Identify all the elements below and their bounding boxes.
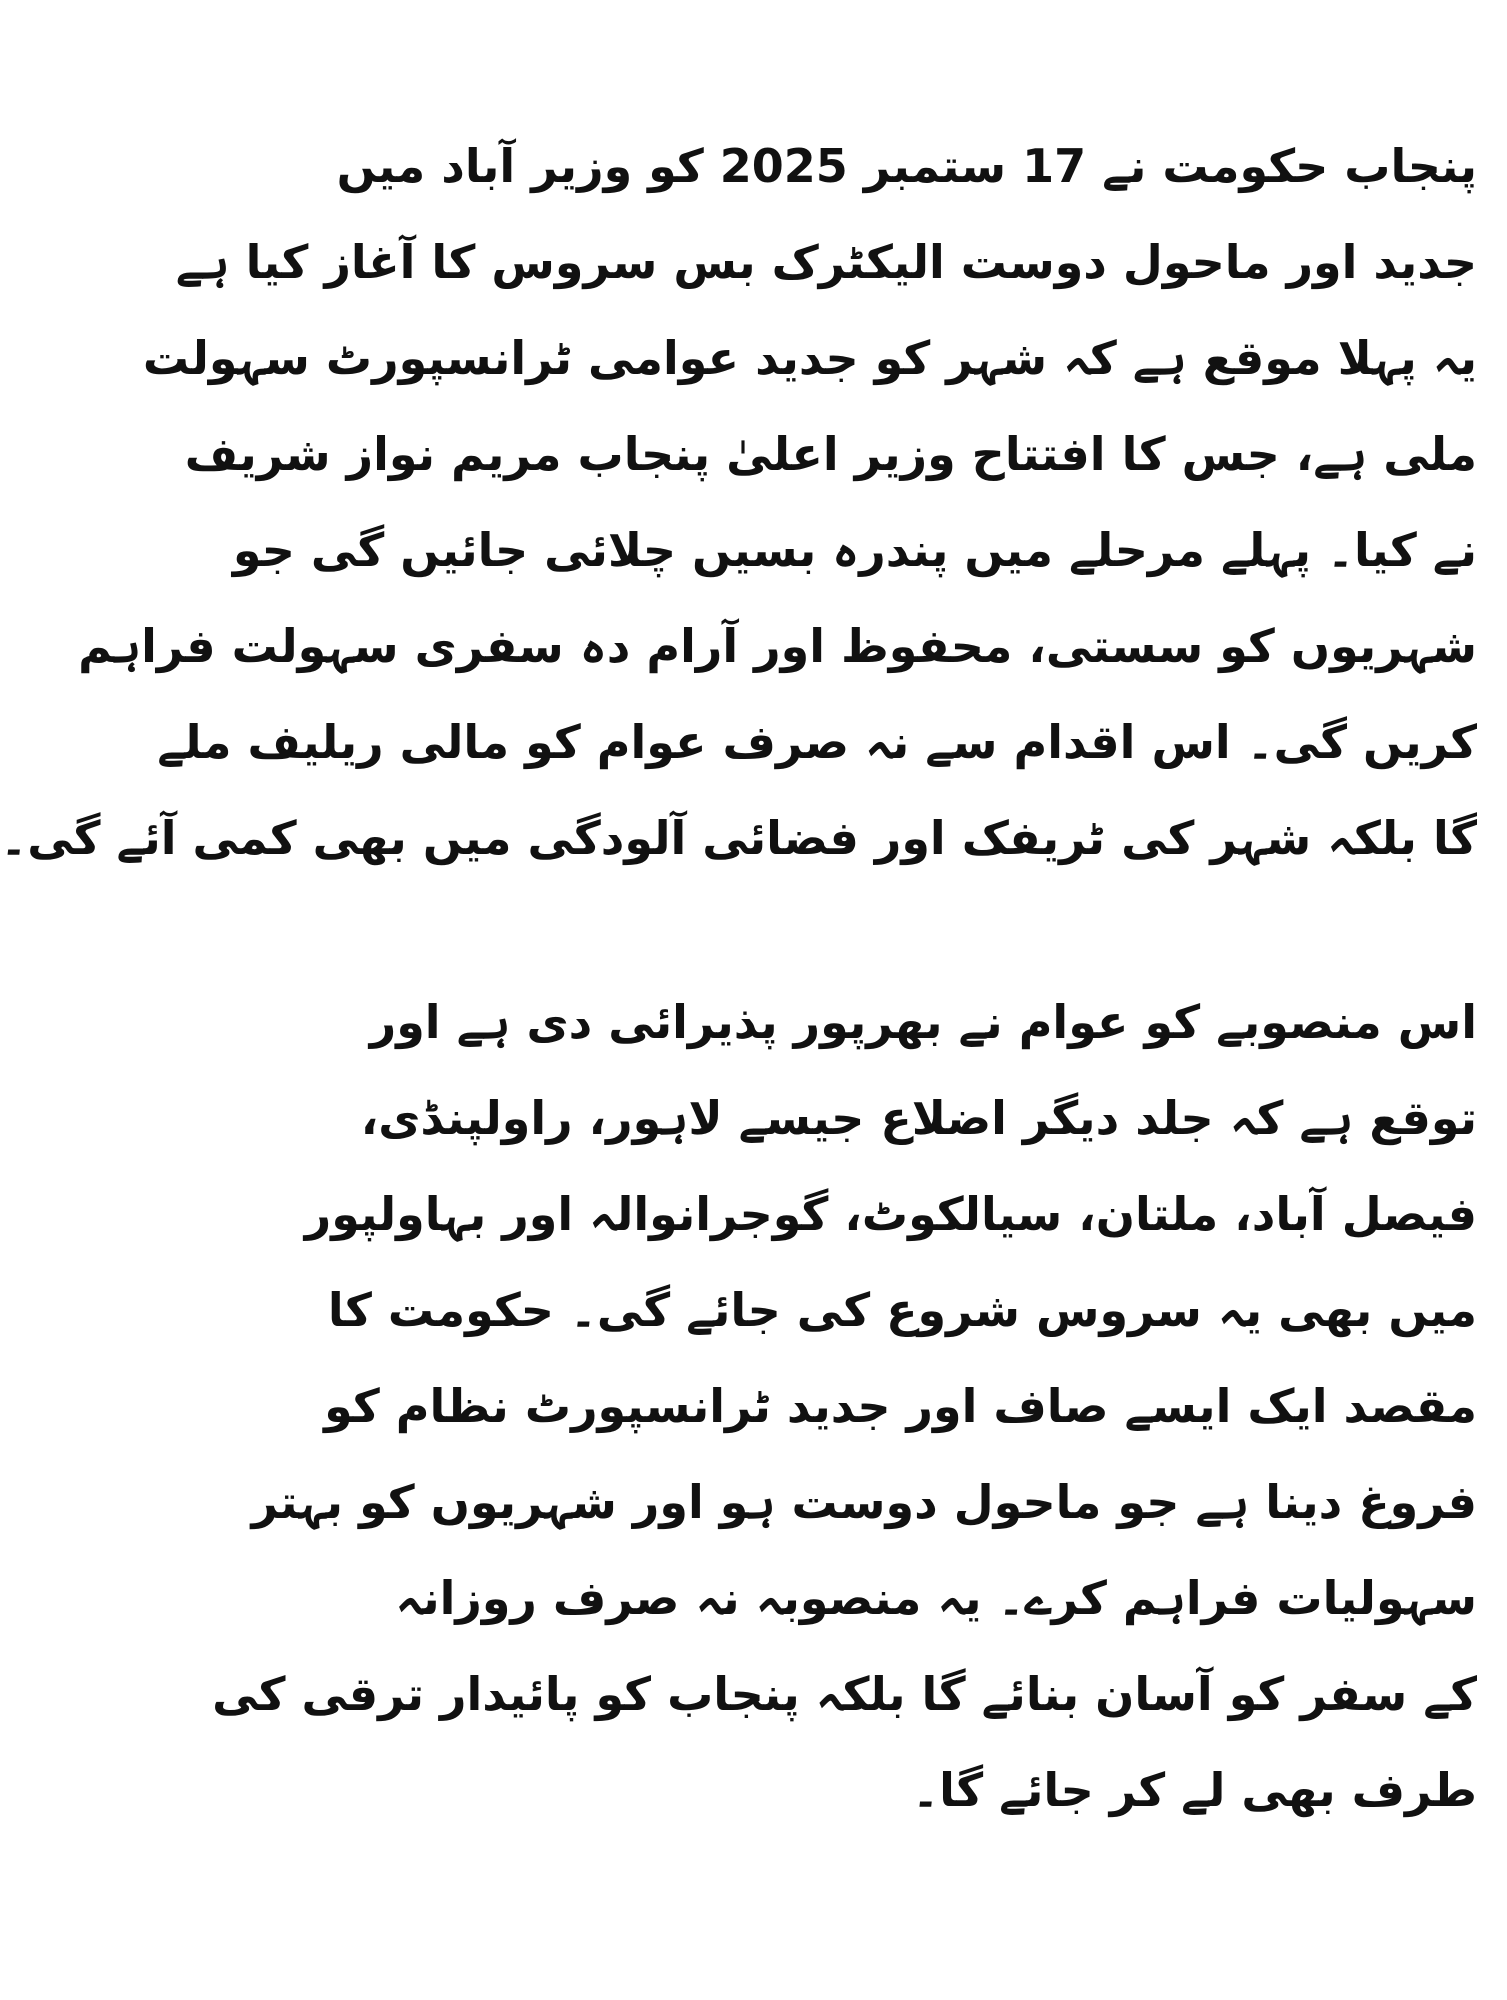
paragraph-expansion-plan xyxy=(212,974,1477,1838)
paragraph-electric-bus-launch xyxy=(0,118,1477,886)
text-line: ملی ہے، جس کا افتتاح وزیر اعلیٰ پنجاب مریم نواز شریف xyxy=(184,427,1477,481)
text-line: کریں گی۔ اس اقدام سے نہ صرف عوام کو مالی ریلیف ملے xyxy=(157,715,1477,769)
text-line: طرف بھی لے کر جائے گا۔ xyxy=(912,1763,1477,1817)
text-line: جدید اور ماحول دوست الیکٹرک بس سروس کا آغاز کیا ہے xyxy=(175,235,1477,289)
text-line: پنجاب حکومت نے 17 ستمبر 2025 کو وزیر آباد میں xyxy=(336,139,1477,193)
text-line: سہولیات فراہم کرے۔ یہ منصوبہ نہ صرف روزانہ xyxy=(395,1571,1477,1625)
text-line: فروغ دینا ہے جو ماحول دوست ہو اور شہریوں کو بہتر xyxy=(251,1475,1477,1529)
text-line: اس منصوبے کو عوام نے بھرپور پذیرائی دی ہے اور xyxy=(369,995,1477,1049)
text-line: فیصل آباد، ملتان، سیالکوٹ، گوجرانوالہ اور بہاولپور xyxy=(304,1187,1477,1241)
text-line: مقصد ایک ایسے صاف اور جدید ٹرانسپورٹ نظام کو xyxy=(324,1379,1477,1433)
text-line: میں بھی یہ سروس شروع کی جائے گی۔ حکومت کا xyxy=(327,1283,1477,1337)
text-line: نے کیا۔ پہلے مرحلے میں پندرہ بسیں چلائی جائیں گی جو xyxy=(232,523,1477,577)
text-line: توقع ہے کہ جلد دیگر اضلاع جیسے لاہور، راولپنڈی، xyxy=(360,1091,1477,1145)
text-line: کے سفر کو آسان بنائے گا بلکہ پنجاب کو پائیدار ترقی کی xyxy=(212,1667,1477,1721)
text-line: یہ پہلا موقع ہے کہ شہر کو جدید عوامی ٹرانسپورٹ سہولت xyxy=(142,331,1477,385)
text-line: گا بلکہ شہر کی ٹریفک اور فضائی آلودگی میں بھی کمی آئے گی۔ xyxy=(0,811,1477,865)
text-line: شہریوں کو سستی، محفوظ اور آرام دہ سفری سہولت فراہم xyxy=(78,619,1477,673)
